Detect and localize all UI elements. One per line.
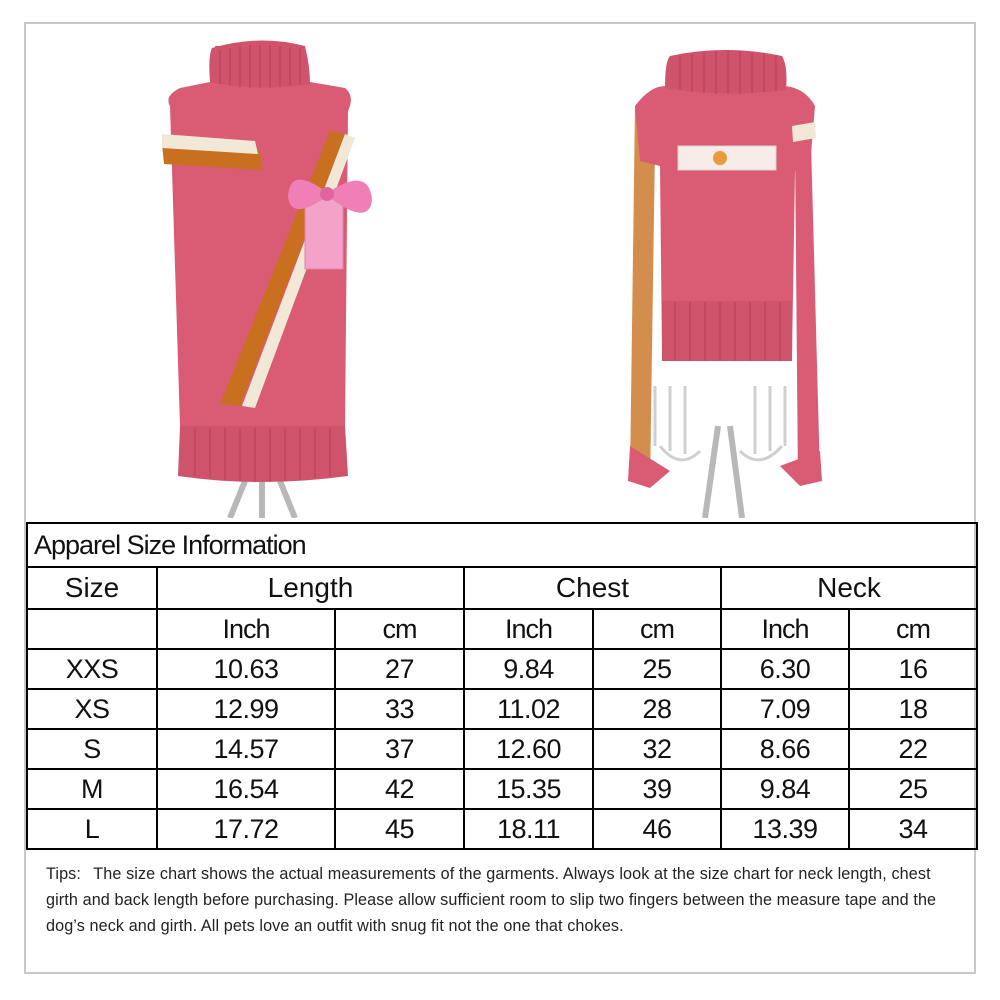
unit-neck-cm: cm [849,609,977,649]
size-chart-table [26,522,978,850]
sweater-back-photo [610,26,840,518]
table-row [27,729,977,769]
cell-length-cm: 42 [335,769,464,809]
unit-chest-cm: cm [593,609,721,649]
header-size: Size [27,567,157,609]
cell-neck-inch: 13.39 [721,809,849,849]
cell-neck-inch: 6.30 [721,649,849,689]
unit-neck-inch: Inch [721,609,849,649]
header-chest: Chest [464,567,721,609]
table-row [27,769,977,809]
tips-label: Tips: [46,865,81,883]
table-row [27,649,977,689]
cell-chest-cm: 46 [593,809,721,849]
table-title: Apparel Size Information [27,523,977,567]
cell-neck-inch: 8.66 [721,729,849,769]
cell-neck-cm: 22 [849,729,977,769]
tips-paragraph [46,861,951,939]
cell-neck-cm: 25 [849,769,977,809]
cell-chest-inch: 12.60 [464,729,593,769]
table-row [27,689,977,729]
cell-size: XXS [27,649,157,689]
cell-neck-inch: 9.84 [721,769,849,809]
cell-chest-inch: 15.35 [464,769,593,809]
unit-chest-inch: Inch [464,609,593,649]
table-row [27,809,977,849]
cell-size: M [27,769,157,809]
cell-chest-inch: 9.84 [464,649,593,689]
cell-neck-inch: 7.09 [721,689,849,729]
unit-empty [27,609,157,649]
cell-length-cm: 33 [335,689,464,729]
header-neck: Neck [721,567,977,609]
cell-chest-cm: 25 [593,649,721,689]
cell-size: XS [27,689,157,729]
unit-length-cm: cm [335,609,464,649]
cell-length-cm: 27 [335,649,464,689]
cell-length-inch: 10.63 [157,649,335,689]
cell-length-inch: 16.54 [157,769,335,809]
cell-chest-cm: 32 [593,729,721,769]
cell-chest-inch: 11.02 [464,689,593,729]
unit-length-inch: Inch [157,609,335,649]
cell-chest-cm: 28 [593,689,721,729]
cell-length-cm: 45 [335,809,464,849]
header-length: Length [157,567,464,609]
cell-length-inch: 14.57 [157,729,335,769]
cell-chest-inch: 18.11 [464,809,593,849]
sweater-front-photo [150,26,380,518]
cell-size: S [27,729,157,769]
cell-neck-cm: 18 [849,689,977,729]
cell-neck-cm: 34 [849,809,977,849]
cell-length-cm: 37 [335,729,464,769]
cell-length-inch: 17.72 [157,809,335,849]
cell-neck-cm: 16 [849,649,977,689]
cell-chest-cm: 39 [593,769,721,809]
tips-text: The size chart shows the actual measurements of the garments. Always look at the size chart for neck length, chest girth and back length before purchasing. Please allow sufficient room to slip two fingers between the measure tape and the dog’s neck and girth. All pets love an outfit with snug fit not the one that chokes. [46,865,937,935]
cell-size: L [27,809,157,849]
cell-length-inch: 12.99 [157,689,335,729]
